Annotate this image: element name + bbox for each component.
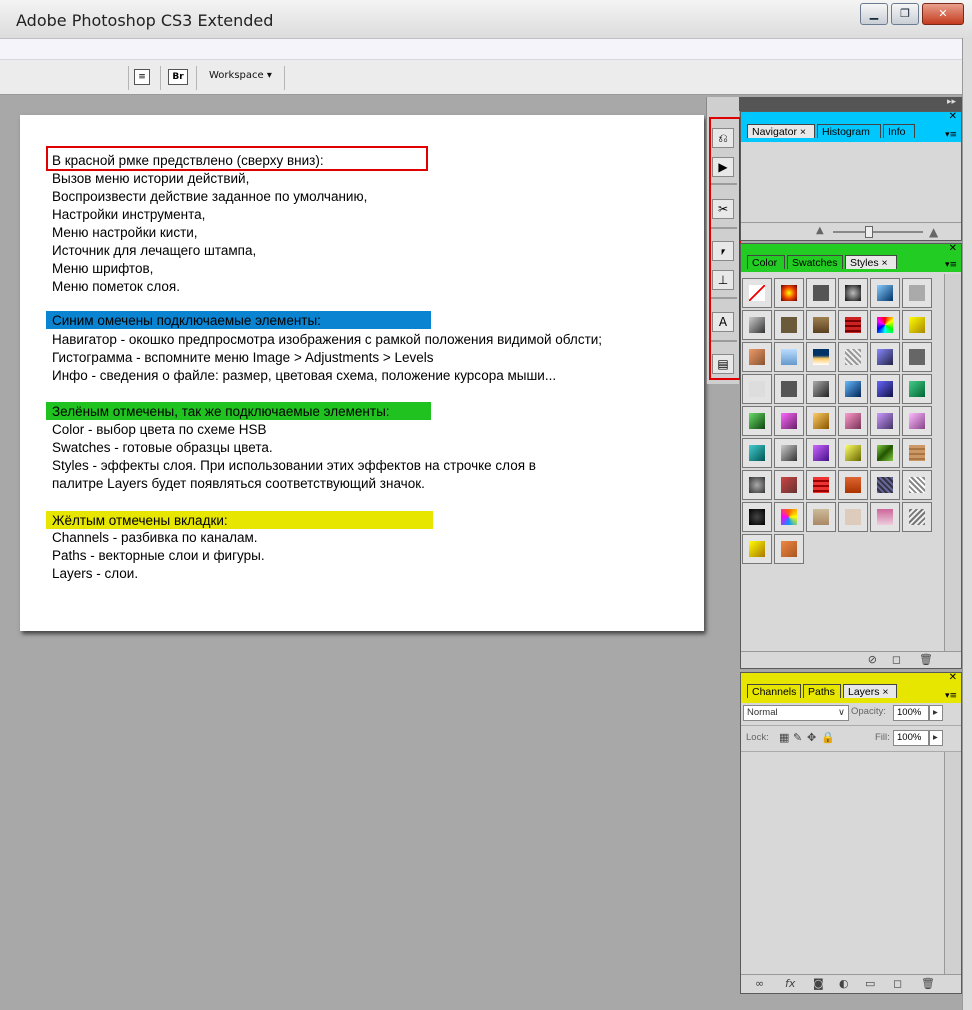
style-swatch[interactable] [902, 342, 932, 372]
separator [196, 66, 197, 90]
style-swatch[interactable] [902, 502, 932, 532]
style-swatch-preview [877, 445, 893, 461]
style-swatch-preview [813, 477, 829, 493]
blend-mode-value: Normal [747, 707, 778, 718]
panel-menu-icon[interactable]: ▾≡ [944, 260, 957, 270]
bridge-icon[interactable]: Br [168, 69, 188, 85]
style-swatch-preview [749, 413, 765, 429]
new-group-icon[interactable]: ▭ [865, 977, 876, 990]
style-swatch-preview [845, 477, 861, 493]
style-swatch[interactable] [742, 374, 772, 404]
style-swatch[interactable] [774, 342, 804, 372]
style-swatch[interactable] [838, 342, 868, 372]
style-swatch[interactable] [806, 470, 836, 500]
tab-info[interactable]: Info [883, 124, 915, 138]
text-line: Воспроизвести действие заданное по умолчанию, [52, 189, 368, 204]
close-button[interactable]: ✕ [922, 3, 964, 25]
style-swatch[interactable] [838, 438, 868, 468]
style-swatch[interactable] [806, 438, 836, 468]
text-line: Источник для лечащего штампа, [52, 243, 257, 258]
fill-label: Fill: [875, 732, 890, 743]
style-swatch-preview [749, 317, 765, 333]
brushes-icon[interactable]: ⎖ [712, 241, 734, 261]
layer-style-icon[interactable]: fx [785, 977, 796, 990]
style-swatch[interactable] [806, 278, 836, 308]
window-right-edge [962, 38, 972, 1010]
tab-channels[interactable]: Channels [747, 684, 801, 698]
style-swatch[interactable] [838, 406, 868, 436]
style-swatch-preview [877, 381, 893, 397]
expand-dock-button[interactable]: ▸▸ [946, 97, 956, 107]
tab-paths[interactable]: Paths [803, 684, 841, 698]
document-canvas[interactable] [20, 115, 704, 631]
tab-swatches[interactable]: Swatches [787, 255, 843, 269]
styles-tab-row [741, 244, 961, 272]
style-swatch[interactable] [774, 502, 804, 532]
opacity-input[interactable]: 100% [893, 705, 929, 721]
adjustment-layer-icon[interactable]: ◐ [839, 977, 849, 990]
panel-close-icon[interactable]: ✕ [948, 111, 957, 122]
text-line: Настройки инструмента, [52, 207, 206, 222]
styles-grid [741, 276, 935, 566]
blend-mode-select[interactable] [743, 705, 849, 721]
layer-comps-icon[interactable]: ▤ [712, 354, 734, 374]
style-swatch-preview [845, 349, 861, 365]
text-line: Paths - векторные слои и фигуры. [52, 548, 265, 563]
style-swatch-preview [813, 445, 829, 461]
layers-tab-row [741, 673, 961, 703]
style-swatch[interactable] [838, 502, 868, 532]
style-swatch-preview [845, 317, 861, 333]
style-swatch-preview [781, 349, 797, 365]
layers-scrollbar[interactable] [944, 752, 961, 974]
style-swatch-preview [909, 285, 925, 301]
window-title: Adobe Photoshop CS3 Extended [16, 11, 274, 30]
red-highlight-frame-dock [709, 117, 741, 380]
minimize-button[interactable]: ▁ [860, 3, 888, 25]
styles-panel [740, 243, 962, 669]
style-swatch-preview [781, 445, 797, 461]
tab-color[interactable]: Color [747, 255, 785, 269]
style-swatch-preview [877, 477, 893, 493]
style-swatch[interactable] [742, 342, 772, 372]
style-swatch-preview [749, 477, 765, 493]
style-swatch-preview [845, 509, 861, 525]
history-icon[interactable]: ⎌ [712, 128, 734, 148]
text-line: Styles - эффекты слоя. При использовании этих эффектов на строчке слоя в [52, 458, 536, 473]
text-line: Меню пометок слоя. [52, 279, 180, 294]
dock-header [706, 97, 962, 111]
style-swatch[interactable] [870, 374, 900, 404]
style-swatch[interactable] [806, 374, 836, 404]
layers-footer [741, 974, 961, 993]
style-swatch[interactable] [742, 278, 772, 308]
style-swatch[interactable] [870, 502, 900, 532]
styles-scrollbar[interactable] [944, 274, 961, 652]
character-icon[interactable]: A [712, 312, 734, 332]
styles-footer [741, 651, 961, 668]
style-swatch[interactable] [902, 278, 932, 308]
style-swatch[interactable] [742, 406, 772, 436]
divider [741, 725, 961, 726]
text-line: Channels - разбивка по каналам. [52, 530, 258, 545]
style-swatch-preview [781, 381, 797, 397]
style-swatch[interactable] [902, 470, 932, 500]
maximize-button[interactable]: ❐ [891, 3, 919, 25]
style-swatch-preview [813, 349, 829, 365]
text-line: Меню настройки кисти, [52, 225, 198, 240]
fill-arrow-button[interactable]: ▸ [929, 730, 943, 746]
style-swatch[interactable] [870, 438, 900, 468]
style-swatch-preview [781, 285, 797, 301]
text-line: Инфо - сведения о файле: размер, цветовая схема, положение курсора мыши... [52, 368, 557, 383]
new-layer-icon[interactable]: ◻ [893, 977, 903, 990]
tab-histogram[interactable]: Histogram [817, 124, 881, 138]
text-line: Навигатор - окошко предпросмотра изображения с рамкой положения видимой облсти; [52, 332, 603, 347]
workspace-menu[interactable]: Workspace ▾ [209, 70, 272, 81]
lock-label: Lock: [746, 732, 769, 743]
style-swatch-preview [781, 477, 797, 493]
style-swatch[interactable] [838, 278, 868, 308]
opacity-arrow-button[interactable]: ▸ [929, 705, 943, 721]
style-swatch-preview [813, 317, 829, 333]
text-line: палитре Layers будет появляться соответствующий значок. [52, 476, 425, 491]
tab-navigator[interactable]: Navigator × [747, 124, 815, 138]
lock-all-icon[interactable]: 🔒 [821, 731, 835, 744]
style-swatch-preview [845, 413, 861, 429]
style-swatch-preview [845, 445, 861, 461]
navigator-panel [740, 111, 962, 241]
style-swatch-preview [909, 381, 925, 397]
style-swatch-preview [813, 509, 829, 525]
style-swatch[interactable] [774, 374, 804, 404]
title-bar [0, 0, 972, 39]
style-swatch-preview [813, 381, 829, 397]
style-swatch[interactable] [838, 374, 868, 404]
style-swatch-preview [781, 317, 797, 333]
panel-menu-icon[interactable]: ▾≡ [944, 130, 957, 140]
window-controls [860, 3, 964, 25]
style-swatch-preview [877, 413, 893, 429]
style-swatch[interactable] [902, 310, 932, 340]
trash-icon[interactable]: 🗑 [919, 653, 933, 666]
navigator-tab-row [741, 112, 961, 142]
style-swatch-preview [877, 317, 893, 333]
style-swatch[interactable] [806, 342, 836, 372]
chevron-down-icon: ∨ [838, 707, 845, 718]
tab-layers[interactable]: Layers × [843, 684, 897, 698]
text-line: В красной рмке предствлено (сверху вниз): [52, 153, 324, 168]
text-line: Layers - слои. [52, 566, 139, 581]
lock-image-icon[interactable]: ✎ [793, 731, 803, 744]
style-swatch[interactable] [774, 310, 804, 340]
style-swatch[interactable] [742, 438, 772, 468]
divider [741, 751, 961, 752]
style-swatch-preview [845, 285, 861, 301]
style-swatch-preview [909, 477, 925, 493]
separator [128, 66, 129, 90]
trash-icon[interactable]: 🗑 [921, 977, 935, 990]
style-swatch-preview [909, 349, 925, 365]
style-swatch[interactable] [870, 406, 900, 436]
options-bar [0, 60, 972, 95]
text-line: Вызов меню истории действий, [52, 171, 250, 186]
style-swatch-preview [813, 413, 829, 429]
text-line: Синим омечены подключаемые элементы: [52, 313, 321, 328]
style-swatch[interactable] [870, 278, 900, 308]
style-swatch[interactable] [774, 278, 804, 308]
style-swatch-preview [749, 381, 765, 397]
zoom-out-icon[interactable]: ▲ [816, 225, 824, 236]
actions-icon[interactable]: ▶ [712, 157, 734, 177]
zoom-in-icon[interactable]: ▲ [929, 225, 939, 239]
style-swatch-preview [749, 445, 765, 461]
separator [284, 66, 285, 90]
style-swatch[interactable] [806, 310, 836, 340]
text-line: Swatches - готовые образцы цвета. [52, 440, 273, 455]
style-swatch[interactable] [806, 406, 836, 436]
text-line: Зелёным отмечены, так же подключаемые элементы: [52, 404, 390, 419]
style-swatch-preview [909, 413, 925, 429]
style-swatch[interactable] [742, 470, 772, 500]
style-swatch-preview [781, 541, 797, 557]
style-swatch[interactable] [806, 502, 836, 532]
style-swatch[interactable] [774, 470, 804, 500]
style-swatch[interactable] [742, 310, 772, 340]
style-swatch[interactable] [838, 310, 868, 340]
panel-close-icon[interactable]: ✕ [948, 243, 957, 254]
style-swatch-preview [749, 349, 765, 365]
style-swatch[interactable] [902, 406, 932, 436]
style-swatch[interactable] [870, 310, 900, 340]
clear-style-icon[interactable]: ⊘ [867, 653, 877, 666]
zoom-slider[interactable] [833, 231, 923, 233]
link-layers-icon[interactable]: ∞ [755, 977, 765, 990]
style-swatch-preview [877, 509, 893, 525]
style-swatch-preview [749, 509, 765, 525]
style-swatch-preview [749, 285, 765, 301]
lock-transparent-icon[interactable]: ▦ [779, 731, 790, 744]
text-line: Color - выбор цвета по схеме HSB [52, 422, 267, 437]
layers-panel [740, 672, 962, 994]
style-swatch[interactable] [742, 502, 772, 532]
opacity-label: Opacity: [851, 706, 886, 717]
style-swatch[interactable] [774, 406, 804, 436]
panel-close-icon[interactable]: ✕ [948, 672, 957, 683]
style-swatch[interactable] [902, 374, 932, 404]
document-icon[interactable]: ≡ [134, 69, 150, 85]
zoom-slider-thumb[interactable] [865, 226, 873, 238]
tab-styles[interactable]: Styles × [845, 255, 897, 269]
menu-bar [0, 39, 972, 60]
text-line: Меню шрифтов, [52, 261, 154, 276]
new-style-icon[interactable]: ◻ [891, 653, 901, 666]
layer-mask-icon[interactable]: ◙ [813, 977, 824, 990]
text-line: Жёлтым отмечены вкладки: [52, 513, 228, 528]
style-swatch-preview [781, 509, 797, 525]
text-line: Гистограмма - вспомните меню Image > Adjustments > Levels [52, 350, 434, 365]
separator [160, 66, 161, 90]
clone-source-icon[interactable]: ⊥ [712, 270, 734, 290]
tool-presets-icon[interactable]: ✂ [712, 199, 734, 219]
navigator-zoom-bar [741, 222, 961, 241]
style-swatch-preview [845, 381, 861, 397]
style-swatch-preview [909, 509, 925, 525]
style-swatch[interactable] [774, 534, 804, 564]
style-swatch-preview [909, 317, 925, 333]
style-swatch-preview [877, 285, 893, 301]
style-swatch[interactable] [870, 470, 900, 500]
style-swatch[interactable] [838, 470, 868, 500]
style-swatch-preview [909, 445, 925, 461]
style-swatch-preview [877, 349, 893, 365]
style-swatch-preview [749, 541, 765, 557]
fill-input[interactable]: 100% [893, 730, 929, 746]
style-swatch-preview [813, 285, 829, 301]
style-swatch[interactable] [870, 342, 900, 372]
style-swatch[interactable] [742, 534, 772, 564]
style-swatch-preview [781, 413, 797, 429]
lock-position-icon[interactable]: ✥ [807, 731, 817, 744]
style-swatch[interactable] [774, 438, 804, 468]
style-swatch[interactable] [902, 438, 932, 468]
panel-menu-icon[interactable]: ▾≡ [944, 691, 957, 701]
